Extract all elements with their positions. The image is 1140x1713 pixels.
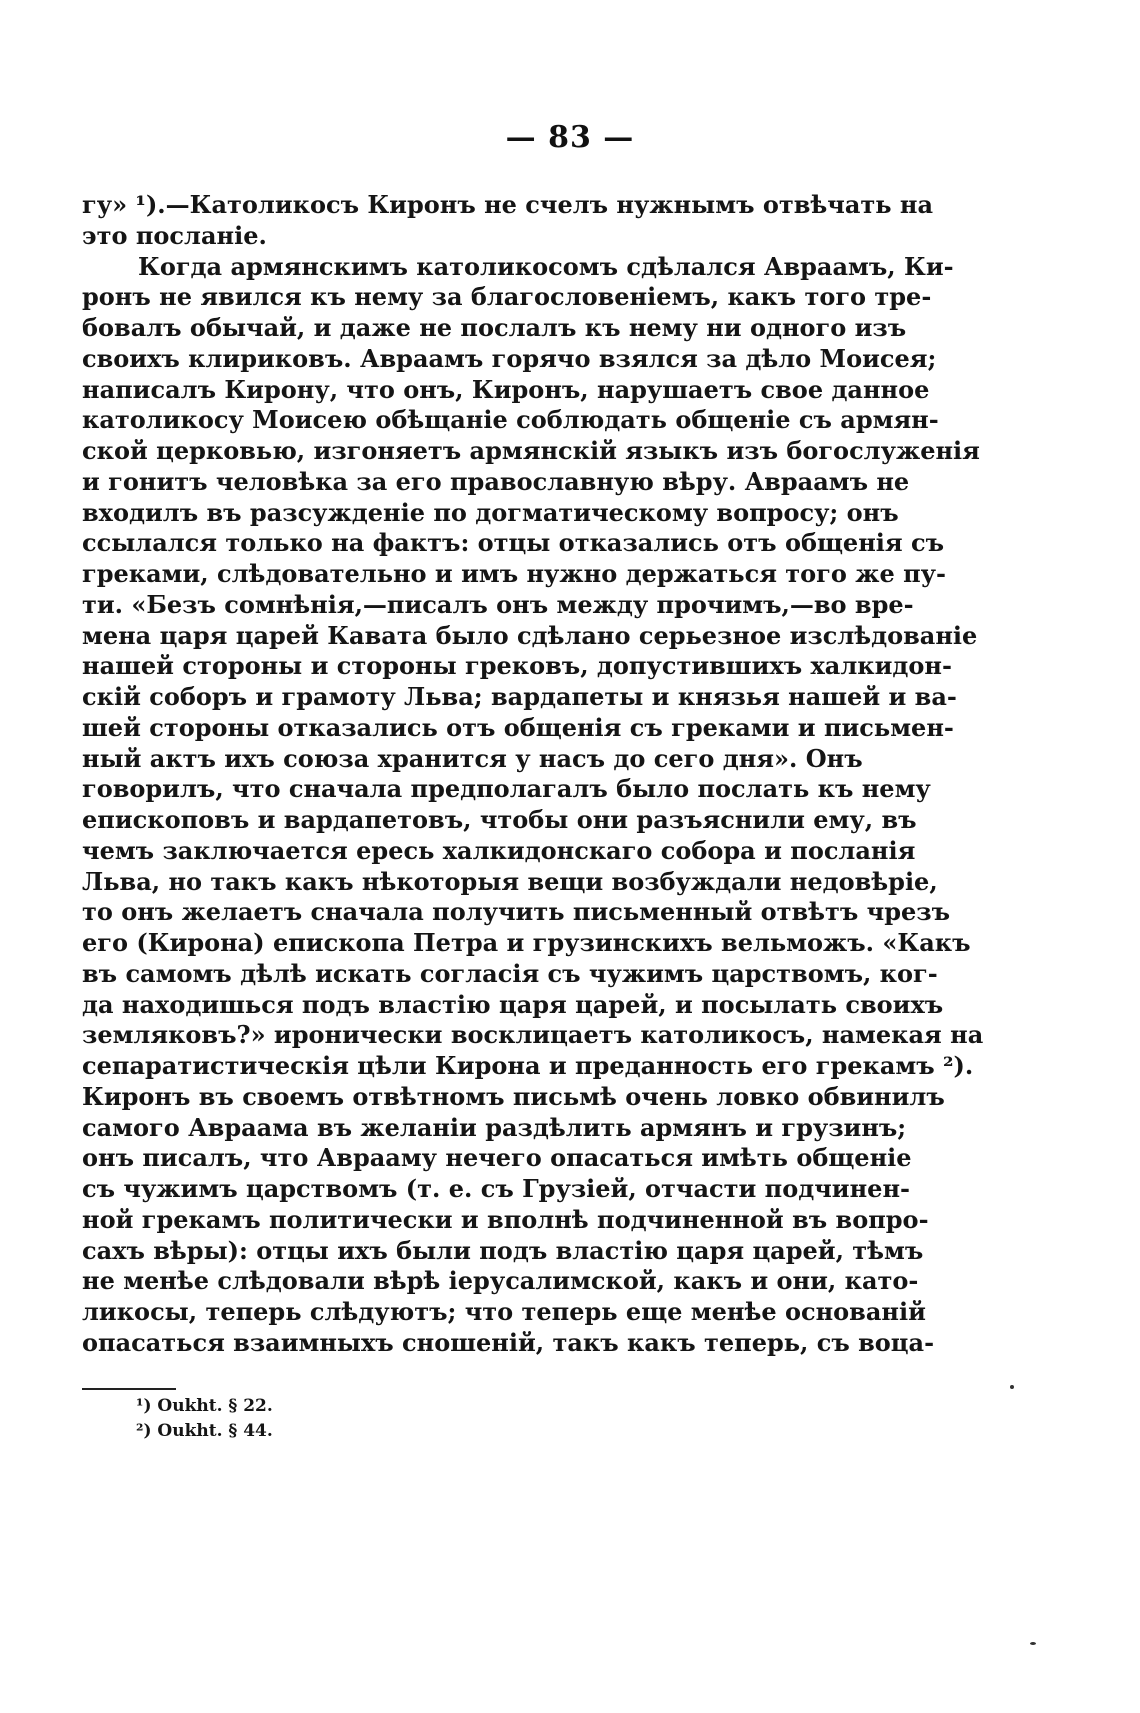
text-line: своихъ клириковъ. Авраамъ горячо взялся за дѣло Моисея; — [82, 343, 937, 373]
text-line: чемъ заключается ересь халкидонскаго собора и посланія — [82, 835, 916, 865]
footnote-divider — [82, 1388, 176, 1390]
text-line: ной грекамъ политически и вполнѣ подчиненной въ вопро- — [82, 1204, 929, 1234]
footnote-2: ²) Oukht. § 44. — [136, 1421, 273, 1441]
text-line: сахъ вѣры): отцы ихъ были подъ властію царя царей, тѣмъ — [82, 1235, 924, 1265]
text-line: Льва, но такъ какъ нѣкоторыя вещи возбуждали недовѣріе, — [82, 866, 938, 896]
text-line: съ чужимъ царствомъ (т. е. съ Грузіей, отчасти подчинен- — [82, 1174, 910, 1203]
text-line: земляковъ?» иронически восклицаетъ католикосъ, намекая на — [82, 1020, 984, 1050]
scan-speck — [1010, 1385, 1014, 1389]
text-line: самого Авраама въ желаніи раздѣлить армянъ и грузинъ; — [82, 1112, 907, 1142]
text-line: его (Кирона) епископа Петра и грузинскихъ вельможъ. «Какъ — [82, 928, 971, 957]
page-number: — 83 — — [505, 120, 635, 155]
text-line: входилъ въ разсужденіе по догматическому вопросу; онъ — [82, 497, 899, 527]
text-line: греками, слѣдовательно и имъ нужно держаться того же пу- — [82, 559, 946, 588]
paragraph-start-line: Когда армянскимъ католикосомъ сдѣлался Авраамъ, Ки- — [138, 251, 954, 281]
text-line: и гонитъ человѣка за его православную вѣру. Авраамъ не — [82, 466, 910, 496]
text-line: опасаться взаимныхъ сношеній, такъ какъ теперь, съ воца- — [82, 1327, 935, 1357]
text-line: то онъ желаетъ сначала получить письменный отвѣтъ чрезъ — [82, 897, 951, 927]
text-line: не менѣе слѣдовали вѣрѣ іерусалимской, какъ и они, като- — [82, 1266, 919, 1296]
text-line: нашей стороны и стороны грековъ, допустившихъ халкидон- — [82, 651, 952, 681]
text-line: ти. «Безъ сомнѣнія,—писалъ онъ между прочимъ,—во вре- — [82, 589, 914, 619]
text-line: это посланіе. — [82, 220, 267, 250]
text-line: гу» ¹).—Католикосъ Киронъ не счелъ нужнымъ отвѣчать на — [82, 190, 934, 219]
text-line: мена царя царей Кавата было сдѣлано серьезное изслѣдованіе — [82, 620, 978, 650]
text-line: Киронъ въ своемъ отвѣтномъ письмѣ очень ловко обвинилъ — [82, 1081, 945, 1111]
text-line: ликосы, теперь слѣдуютъ; что теперь еще менѣе основаній — [82, 1297, 926, 1326]
text-line: въ самомъ дѣлѣ искать согласія съ чужимъ царствомъ, ког- — [82, 958, 938, 988]
text-line: ссылался только на фактъ: отцы отказались отъ общенія съ — [82, 528, 944, 558]
text-line: бовалъ обычай, и даже не послалъ къ нему ни одного изъ — [82, 313, 907, 342]
text-line: скій соборъ и грамоту Льва; вардапеты и князья нашей и ва- — [82, 682, 957, 711]
text-line: ской церковью, изгоняетъ армянскій языкъ изъ богослуженія — [82, 436, 980, 465]
text-line: ный актъ ихъ союза хранится у насъ до сего дня». Онъ — [82, 743, 863, 773]
scan-speck — [1030, 1642, 1036, 1645]
text-line: ронъ не явился къ нему за благословеніемъ, какъ того тре- — [82, 282, 932, 312]
text-line: сепаратистическія цѣли Кирона и преданность его грекамъ ²). — [82, 1051, 974, 1080]
text-line: католикосу Моисею обѣщаніе соблюдать общеніе съ армян- — [82, 405, 939, 435]
body-text — [82, 190, 984, 1359]
text-line: говорилъ, что сначала предполагалъ было послать къ нему — [82, 774, 931, 804]
text-line: написалъ Кирону, что онъ, Киронъ, нарушаетъ свое данное — [82, 374, 930, 404]
text-line: епископовъ и вардапетовъ, чтобы они разъяснили ему, въ — [82, 805, 917, 834]
text-line: да находишься подъ властію царя царей, и посылать своихъ — [82, 989, 944, 1019]
footnote-1: ¹) Oukht. § 22. — [136, 1396, 273, 1416]
footnotes — [136, 1394, 536, 1444]
text-line: шей стороны отказались отъ общенія съ греками и письмен- — [82, 712, 954, 742]
text-line: онъ писалъ, что Аврааму нечего опасаться имѣть общеніе — [82, 1143, 912, 1173]
